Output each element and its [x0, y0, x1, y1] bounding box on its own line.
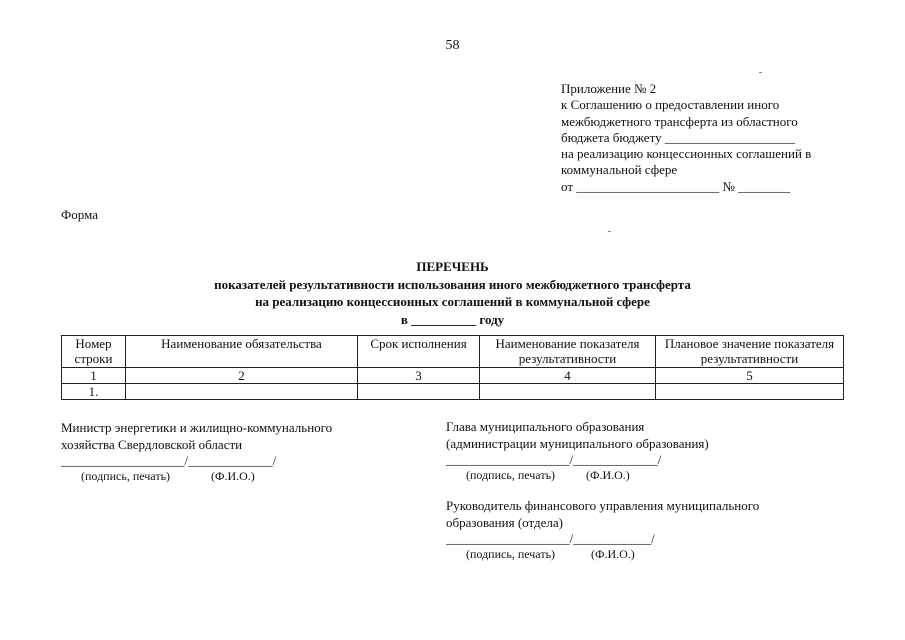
annex-block — [561, 81, 811, 195]
caption-name: (Ф.И.О.) — [591, 547, 635, 561]
table-cell: 4 — [480, 368, 656, 384]
table-header-row — [62, 336, 844, 368]
signatory-title: Министр энергетики и жилищно-коммунального — [61, 420, 333, 435]
caption-signature: (подпись, печать) — [81, 469, 171, 483]
table-cell — [126, 384, 358, 400]
title-line: показателей результативности использования иного межбюджетного трансферта — [214, 276, 691, 292]
annex-line: от ______________________ № ________ — [561, 178, 791, 194]
caption-signature: (подпись, печать) — [466, 547, 556, 561]
title-line: на реализацию концессионных соглашений в коммунальной сфере — [255, 294, 650, 309]
table-row — [62, 384, 844, 400]
signature-line: ___________________/____________/ — [446, 531, 655, 546]
signature-line: ___________________/_____________/ — [446, 452, 662, 467]
signature-block-minister — [61, 419, 332, 487]
signatory-title: Руководитель финансового управления муниципального — [446, 498, 760, 513]
signatory-title: хозяйства Свердловской области — [61, 437, 243, 452]
title-line: в __________ году — [400, 311, 505, 327]
table-cell — [358, 384, 480, 400]
signatory-title: образования (отдела) — [446, 515, 563, 530]
table-cell: 3 — [358, 368, 480, 384]
annex-line: Приложение № 2 — [561, 81, 657, 96]
header-row-number: Номер строки — [62, 336, 126, 368]
table-cell: 5 — [656, 368, 844, 384]
header-deadline: Срок исполнения — [358, 336, 480, 368]
caption-name: (Ф.И.О.) — [211, 469, 255, 483]
table-cell: 2 — [126, 368, 358, 384]
annex-line: бюджета бюджету ____________________ — [561, 129, 795, 145]
annex-line: коммунальной сфере — [561, 162, 678, 178]
page-number: 58 — [445, 38, 460, 53]
form-label: Форма — [61, 207, 98, 222]
caption-name: (Ф.И.О.) — [586, 468, 630, 482]
header-indicator-name: Наименование показателя результативности — [480, 336, 656, 368]
annex-line: к Соглашению о предоставлении иного — [561, 97, 780, 113]
scan-speck — [759, 72, 762, 73]
table-cell — [480, 384, 656, 400]
table-cell — [656, 384, 844, 400]
annex-line: на реализацию концессионных соглашений в — [561, 146, 812, 162]
signatory-title: (администрации муниципального образования) — [446, 436, 709, 451]
signature-block-head — [446, 418, 709, 486]
signature-block-finance — [446, 497, 759, 565]
table-row — [62, 368, 844, 384]
title-heading: ПЕРЕЧЕНЬ — [416, 259, 489, 274]
scan-speck — [608, 231, 611, 232]
caption-signature: (подпись, печать) — [466, 468, 556, 482]
signature-line: ___________________/_____________/ — [61, 453, 277, 468]
annex-line: межбюджетного трансферта из областного — [561, 113, 798, 129]
table-cell: 1 — [62, 368, 126, 384]
header-planned-value: Плановое значение показателя результативности — [656, 336, 844, 368]
signatory-title: Глава муниципального образования — [446, 419, 645, 434]
table-cell: 1. — [62, 384, 126, 400]
header-obligation: Наименование обязательства — [126, 336, 358, 368]
indicators-table — [61, 335, 844, 400]
document-title — [0, 258, 905, 328]
